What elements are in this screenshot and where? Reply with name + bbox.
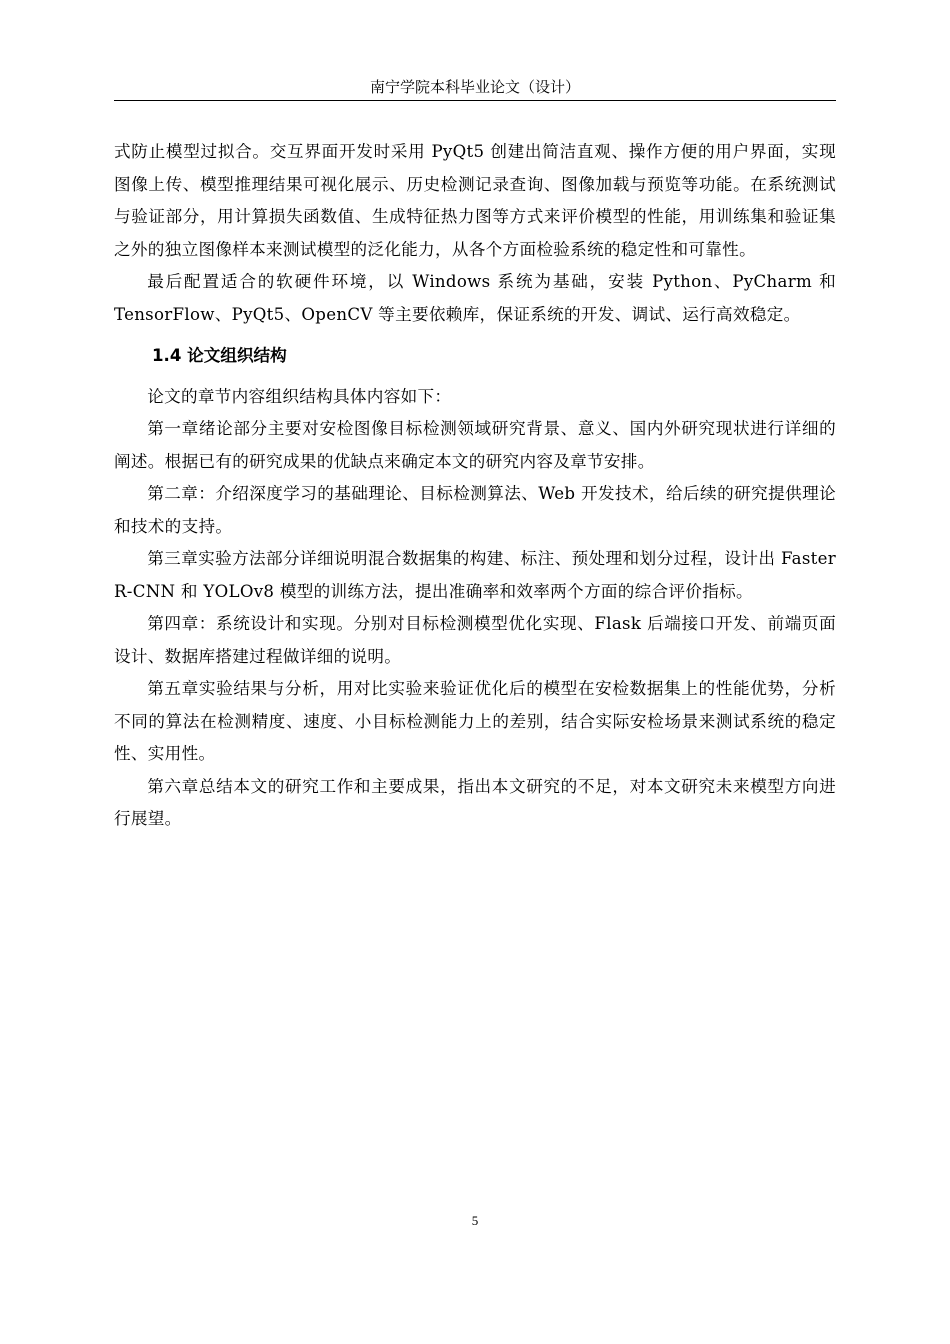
paragraph-environment: 最后配置适合的软硬件环境，以 Windows 系统为基础，安装 Python、PyCharm 和 TensorFlow、PyQt5、OpenCV 等主要依赖库，保证系统的开发、调试、运行高效稳定。 bbox=[114, 272, 836, 324]
paragraph-chapter-6: 第六章总结本文的研究工作和主要成果，指出本文研究的不足，对本文研究未来模型方向进行展望。 bbox=[114, 776, 836, 828]
running-header-title: 南宁学院本科毕业论文（设计） bbox=[369, 78, 580, 96]
paragraph-chapter-4: 第四章：系统设计和实现。分别对目标检测模型优化实现、Flask 后端接口开发、前端页面设计、数据库搭建过程做详细的说明。 bbox=[114, 614, 836, 666]
paragraph-intro: 论文的章节内容组织结构具体内容如下： bbox=[147, 386, 452, 406]
paragraph-chapter-3: 第三章实验方法部分详细说明混合数据集的构建、标注、预处理和划分过程，设计出 Faster R-CNN 和 YOLOv8 模型的训练方法，提出准确率和效率两个方面的综合评价指标。 bbox=[114, 549, 836, 601]
page-number: 5 bbox=[471, 1213, 479, 1228]
header-rule bbox=[114, 100, 836, 101]
paragraph-chapter-1: 第一章绪论部分主要对安检图像目标检测领域研究背景、意义、国内外研究现状进行详细的阐述。根据已有的研究成果的优缺点来确定本文的研究内容及章节安排。 bbox=[114, 419, 836, 471]
paragraph-chapter-2: 第二章：介绍深度学习的基础理论、目标检测算法、Web 开发技术，给后续的研究提供理论和技术的支持。 bbox=[114, 484, 836, 536]
paragraph-continued: 式防止模型过拟合。交互界面开发时采用 PyQt5 创建出简洁直观、操作方便的用户界面，实现图像上传、模型推理结果可视化展示、历史检测记录查询、图像加载与预览等功能。在系统测试与验证部分，用计算损失函数值、生成特征热力图等方式来评价模型的性能，用训练集和验证集之外的独立图像样本来测试模型的泛化能力，从各个方面检验系统的稳定性和可靠性。 bbox=[114, 142, 836, 259]
section-heading: 1.4 论文组织结构 bbox=[152, 346, 287, 365]
body-text bbox=[114, 136, 836, 836]
paragraph-chapter-5: 第五章实验结果与分析，用对比实验来验证优化后的模型在安检数据集上的性能优势，分析不同的算法在检测精度、速度、小目标检测能力上的差别，结合实际安检场景来测试系统的稳定性、实用性。 bbox=[114, 679, 836, 763]
